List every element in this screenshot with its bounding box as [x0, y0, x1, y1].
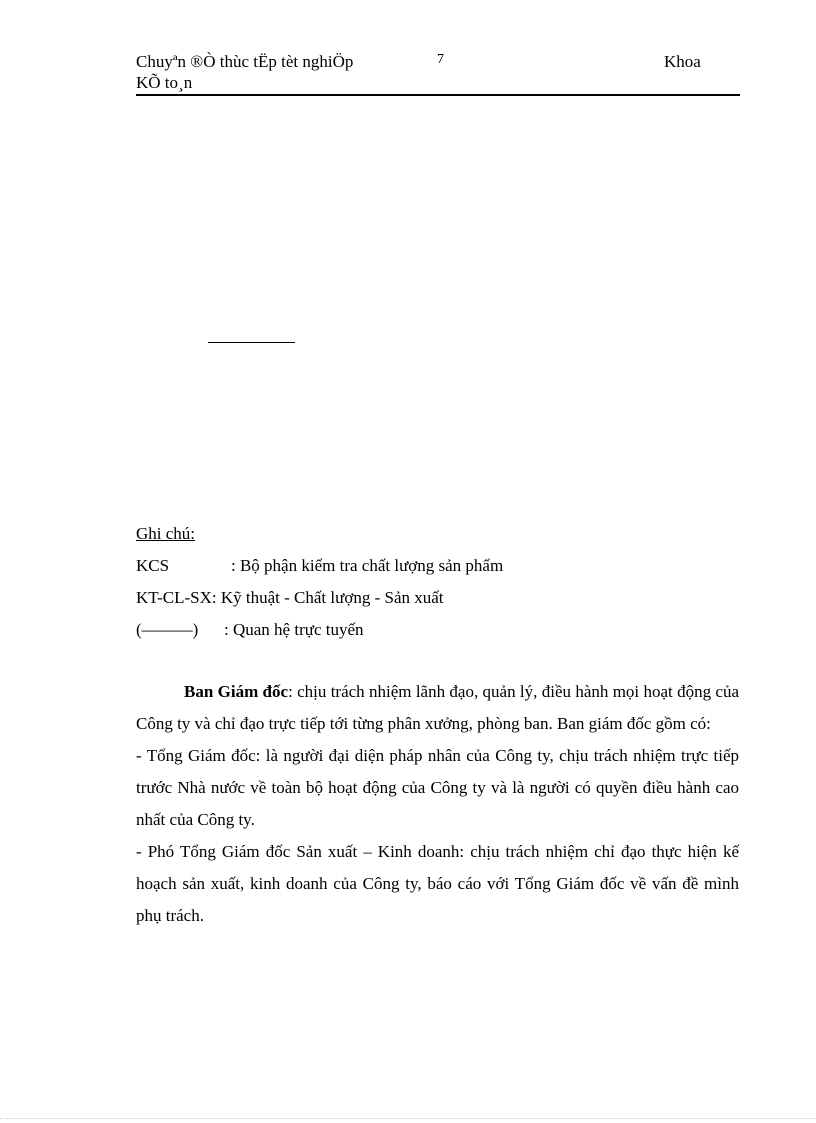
note-desc: : Quan hệ trực tuyến [224, 620, 364, 639]
page-bottom-border [0, 1118, 816, 1119]
note-row-kt-cl-sx [136, 582, 503, 614]
note-term: (———) [136, 620, 199, 639]
note-row-line-legend [136, 614, 503, 646]
notes-section [136, 518, 503, 646]
diagram-connector-line [208, 342, 295, 343]
header-faculty: Khoa [664, 52, 701, 71]
note-term: KCS [136, 556, 170, 575]
paragraph-pho-tong-giam-doc: - Phó Tổng Giám đốc Sản xuất – Kinh doanh: chịu trách nhiệm chỉ đạo thực hiện kế hoạch sản xuất, kinh doanh của Công ty, báo cáo với Tổng Giám đốc về vấn đề mình phụ trách. [136, 842, 739, 925]
note-desc: : Bộ phận kiểm tra chất lượng sản phẩm [231, 556, 504, 575]
page-header [136, 48, 740, 96]
note-term: KT-CL-SX [136, 588, 212, 607]
paragraph-heading: Ban Giám đốc [184, 682, 289, 701]
header-page-number: 7 [437, 52, 444, 67]
paragraph-tong-giam-doc: - Tổng Giám đốc: là người đại diện pháp nhân của Công ty, chịu trách nhiệm trực tiếp trước Nhà nước về toàn bộ hoạt động của Công ty và là người có quyền điều hành cao nhất của Công ty. [136, 746, 739, 829]
paragraph-text: : chịu trách nhiệm lãnh đạo, quản lý, điều hành mọi hoạt động của Công ty và chỉ đạo trực tiếp tới từng phân xưởng, phòng ban. Ban giám đốc gồm có: [136, 682, 739, 733]
note-row-kcs [136, 550, 503, 582]
body-text [136, 676, 739, 932]
header-document-title: Chuyªn ®Ò thùc tËp tèt nghiÖp [136, 52, 354, 71]
header-department: KÕ to¸n [136, 73, 193, 92]
notes-title: Ghi chú: [136, 524, 196, 543]
note-desc: : Kỹ thuật - Chất lượng - Sản xuất [211, 588, 444, 607]
paragraph-ban-giam-doc [136, 676, 739, 740]
